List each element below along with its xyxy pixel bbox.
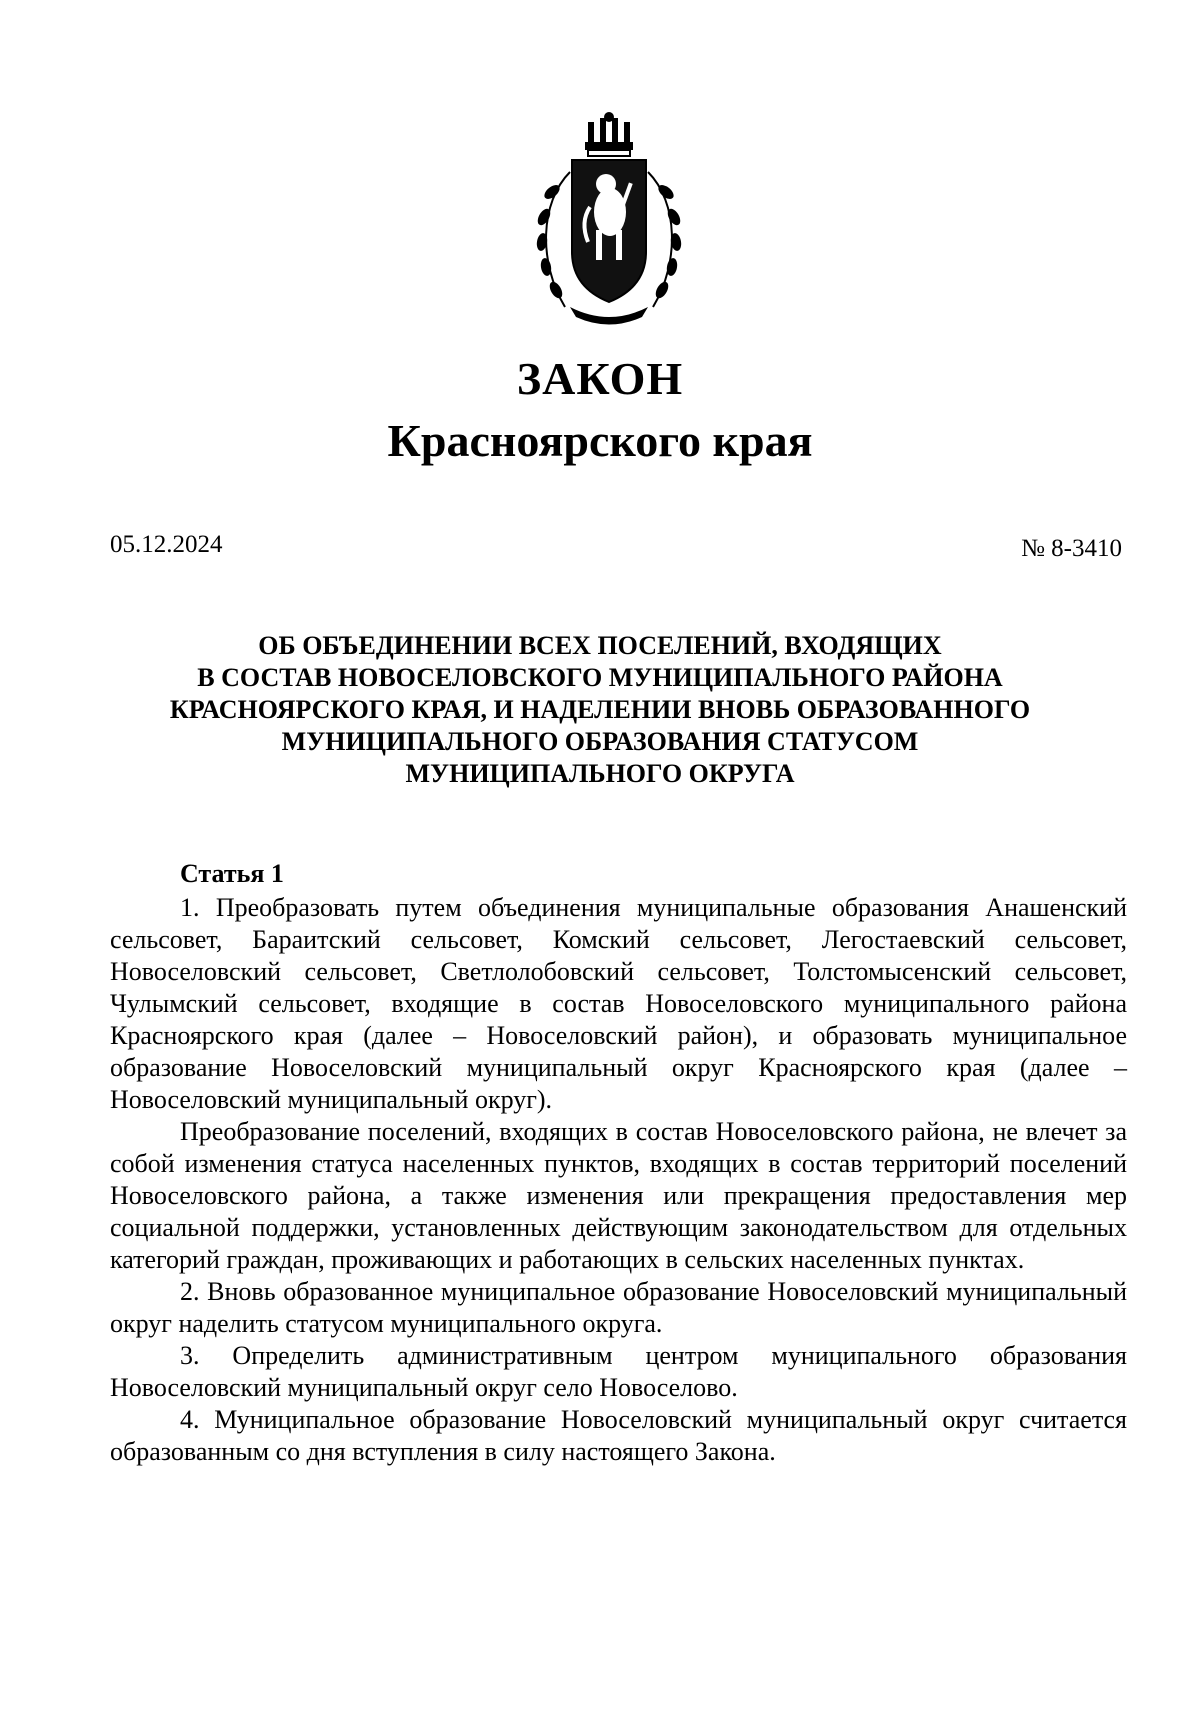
law-heading-line: ОБ ОБЪЕДИНЕНИИ ВСЕХ ПОСЕЛЕНИЙ, ВХОДЯЩИХ (258, 631, 942, 660)
law-heading-line: КРАСНОЯРСКОГО КРАЯ, И НАДЕЛЕНИИ ВНОВЬ ОБРАЗОВАННОГО (169, 695, 1031, 724)
law-heading-line: МУНИЦИПАЛЬНОГО ОБРАЗОВАНИЯ СТАТУСОМ (281, 727, 919, 756)
document-body (110, 858, 1127, 1468)
document-date: 05.12.2024 (110, 531, 223, 558)
document-title: ЗАКОН (516, 353, 684, 404)
paragraph: 1. Преобразовать путем объединения муниципальные образования Анашенский сельсовет, Бараитский сельсовет, Комский сельсовет, Легостаевский сельсовет, Новоселовский сельсовет, Светлолобовский сельсовет, Толстомысенский сельсовет, Чулымский сельсовет, входящие в состав Новоселовского муниципального района Красноярского края (далее – Новоселовский район), и образовать муниципальное образование Новоселовский муниципальный округ Красноярского края (далее – Новоселовский муниципальный округ). (110, 893, 1127, 1114)
law-heading (100, 630, 1100, 790)
document-number: № 8-3410 (1021, 535, 1122, 562)
paragraph: 4. Муниципальное образование Новоселовский муниципальный округ считается образованным со дня вступления в силу настоящего Закона. (110, 1405, 1127, 1466)
law-heading-line: В СОСТАВ НОВОСЕЛОВСКОГО МУНИЦИПАЛЬНОГО РАЙОНА (197, 663, 1003, 692)
paragraph: Преобразование поселений, входящих в состав Новоселовского района, не влечет за собой изменения статуса населенных пунктов, входящих в состав территорий поселений Новоселовского района, а также изменения или прекращения предоставления мер социальной поддержки, установленных действующим законодательством для отдельных категорий граждан, проживающих и работающих в сельских населенных пунктах. (110, 1117, 1127, 1274)
article-title: Статья 1 (180, 859, 284, 888)
law-heading-line: МУНИЦИПАЛЬНОГО ОКРУГА (405, 759, 795, 788)
coat-of-arms-emblem (530, 112, 688, 327)
paragraph: 3. Определить административным центром муниципального образования Новоселовский муниципальный округ село Новоселово. (110, 1341, 1127, 1402)
document-subtitle: Красноярского края (387, 415, 813, 466)
paragraph: 2. Вновь образованное муниципальное образование Новоселовский муниципальный округ наделить статусом муниципального округа. (110, 1277, 1127, 1338)
